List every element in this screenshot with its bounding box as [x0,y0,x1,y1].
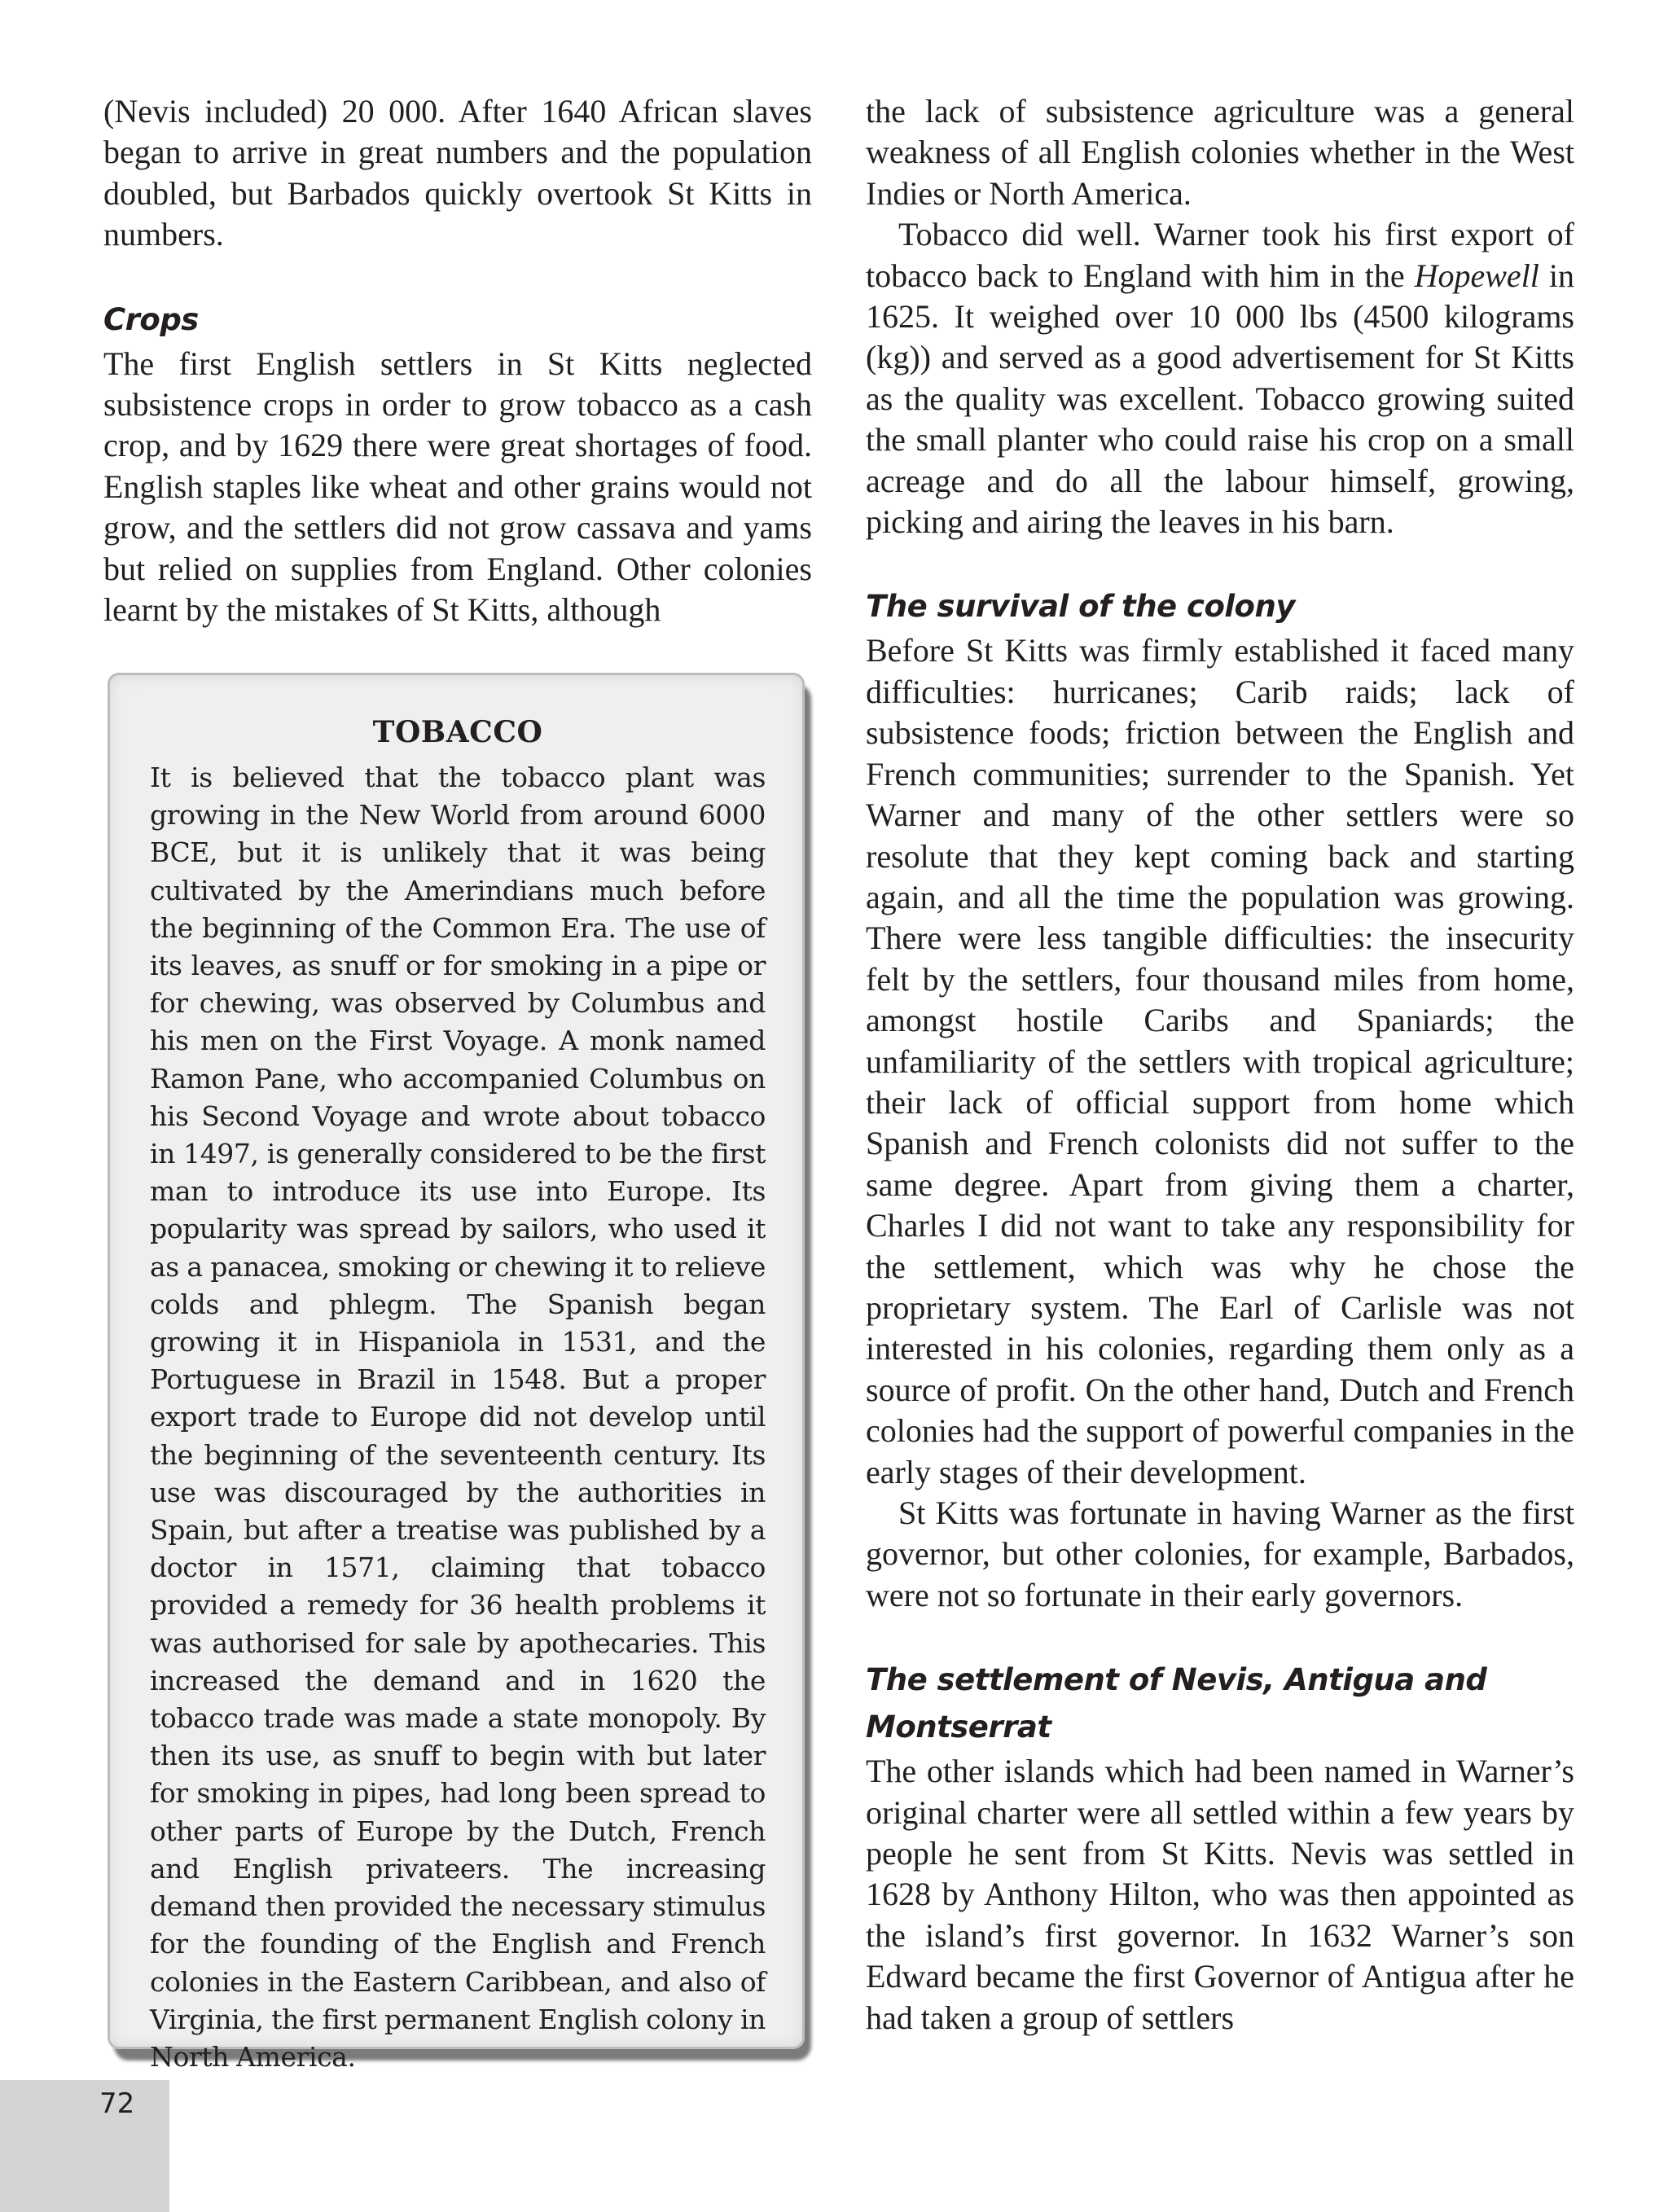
crops-paragraph: The first English settlers in St Kitts neglected subsistence crops in order to grow tobacco as a cash crop, and by 1629 there were great shortages of food. English staples like wheat and other grains would not grow, and the settlers did not grow cassava and yams but relied on supplies from England. Other colonies learnt by the mistakes of St Kitts, although [103,345,812,629]
tobacco-box-text: It is believed that the tobacco plant was growing in the New World from around 6000 BCE, but it is unlikely that it was being cultivated by the Amerindians much before the beginning of the Common Era. The use of its leaves, as snuff or for smoking in a pipe or for chewing, was observed by Columbus and his men on the First Voyage. A monk named Ramon Pane, who accompanied Columbus on his Second Voyage and wrote about tobacco in 1497, is generally considered to be the first man to introduce its use into Europe. Its popularity was spread by sailors, who used it as a panacea, smoking or chewing it to relieve colds and phlegm. The Spanish began growing it in Hispaniola in 1531, and the Portuguese in Brazil in 1548. But a proper export trade to Europe did not develop until the beginning of the seventeenth century. Its use was discouraged by the authorities in Spain, but after a treatise was published by a doctor in 1571, claiming that tobacco provided a remedy for 36 health problems it was authorised for sale by apothecaries. This increased the demand and in 1620 the tobacco trade was made a state monopoly. By then its use, as snuff to begin with but later for smoking in pipes, had long been spread to other parts of Europe by the Dutch, French and English privateers. The increasing demand then provided the necessary stimulus for the founding of the English and French colonies in the Eastern Caribbean, and also of Virginia, the first permanent English colony in North America. [150,761,766,2073]
tobacco-box-title: TOBACCO [372,715,543,749]
left-column [103,91,812,630]
settlement-heading [866,1657,1574,1751]
crops-continued-paragraph: the lack of subsistence agriculture was a general weakness of all English colonies whether in the West Indies or North America. [866,93,1574,212]
warner-paragraph: St Kitts was fortunate in having Warner as the first governor, but other colonies, for example, Barbados, were not so fortunate in their early governors. [866,1494,1574,1613]
tobacco-export-text-after: in 1625. It weighed over 10 000 lbs (4500 kilograms (kg)) and served as a good advertisement for St Kitts as the quality was excellent. Tobacco growing suited the small planter who could raise his crop on a small acreage and do all the labour himself, growing, picking and airing the leaves in his barn. [866,257,1574,541]
page-number: 72 [99,2087,135,2120]
intro-paragraph: (Nevis included) 20 000. After 1640 African slaves began to arrive in great numbers and the population doubled, but Barbados quickly overtook St Kitts in numbers. [103,93,812,253]
survival-heading: The survival of the colony [866,589,1295,625]
settlement-heading-line2: Montserrat [866,1709,1051,1745]
tobacco-export-paragraph [866,214,1574,542]
right-column [866,91,1574,2039]
tobacco-export-text-before: Tobacco did well. Warner took his first export of tobacco back to England with him in the [866,216,1574,294]
tobacco-box [108,673,805,2073]
settlement-heading-line1: The settlement of Nevis, Antigua and [866,1662,1487,1698]
settlement-paragraph: The other islands which had been named in Warner’s original charter were all settled within a few years by people he sent from St Kitts. Nevis was settled in 1628 by Anthony Hilton, who was then appointed as the island’s first governor. In 1632 Warner’s son Edward became the first Governor of Antigua after he had taken a group of settlers [866,1753,1574,2036]
crops-heading: Crops [103,301,199,337]
survival-paragraph: Before St Kitts was firmly established it faced many difficulties: hurricanes; Carib raids; lack of subsistence foods; friction between the English and French communities; surrender to the Spanish. Yet Warner and many of the other settlers were so resolute that they kept coming back and starting again, and all the time the population was growing. There were less tangible difficulties: the insecurity felt by the settlers, four thousand miles from home, amongst hostile Caribs and Spaniards; the unfamiliarity of the settlers with tropical agriculture; their lack of official support from home which Spanish and French colonists did not suffer to the same degree. Apart from giving them a charter, Charles I did not want to take any responsibility for the settlement, which was why he chose the proprietary system. The Earl of Carlisle was not interested in his colonies, regarding them only as a source of profit. On the other hand, Dutch and French colonies had the support of powerful companies in the early stages of their development. [866,632,1574,1490]
ship-name: Hopewell [1414,257,1539,294]
page-number-tab [0,2080,169,2212]
